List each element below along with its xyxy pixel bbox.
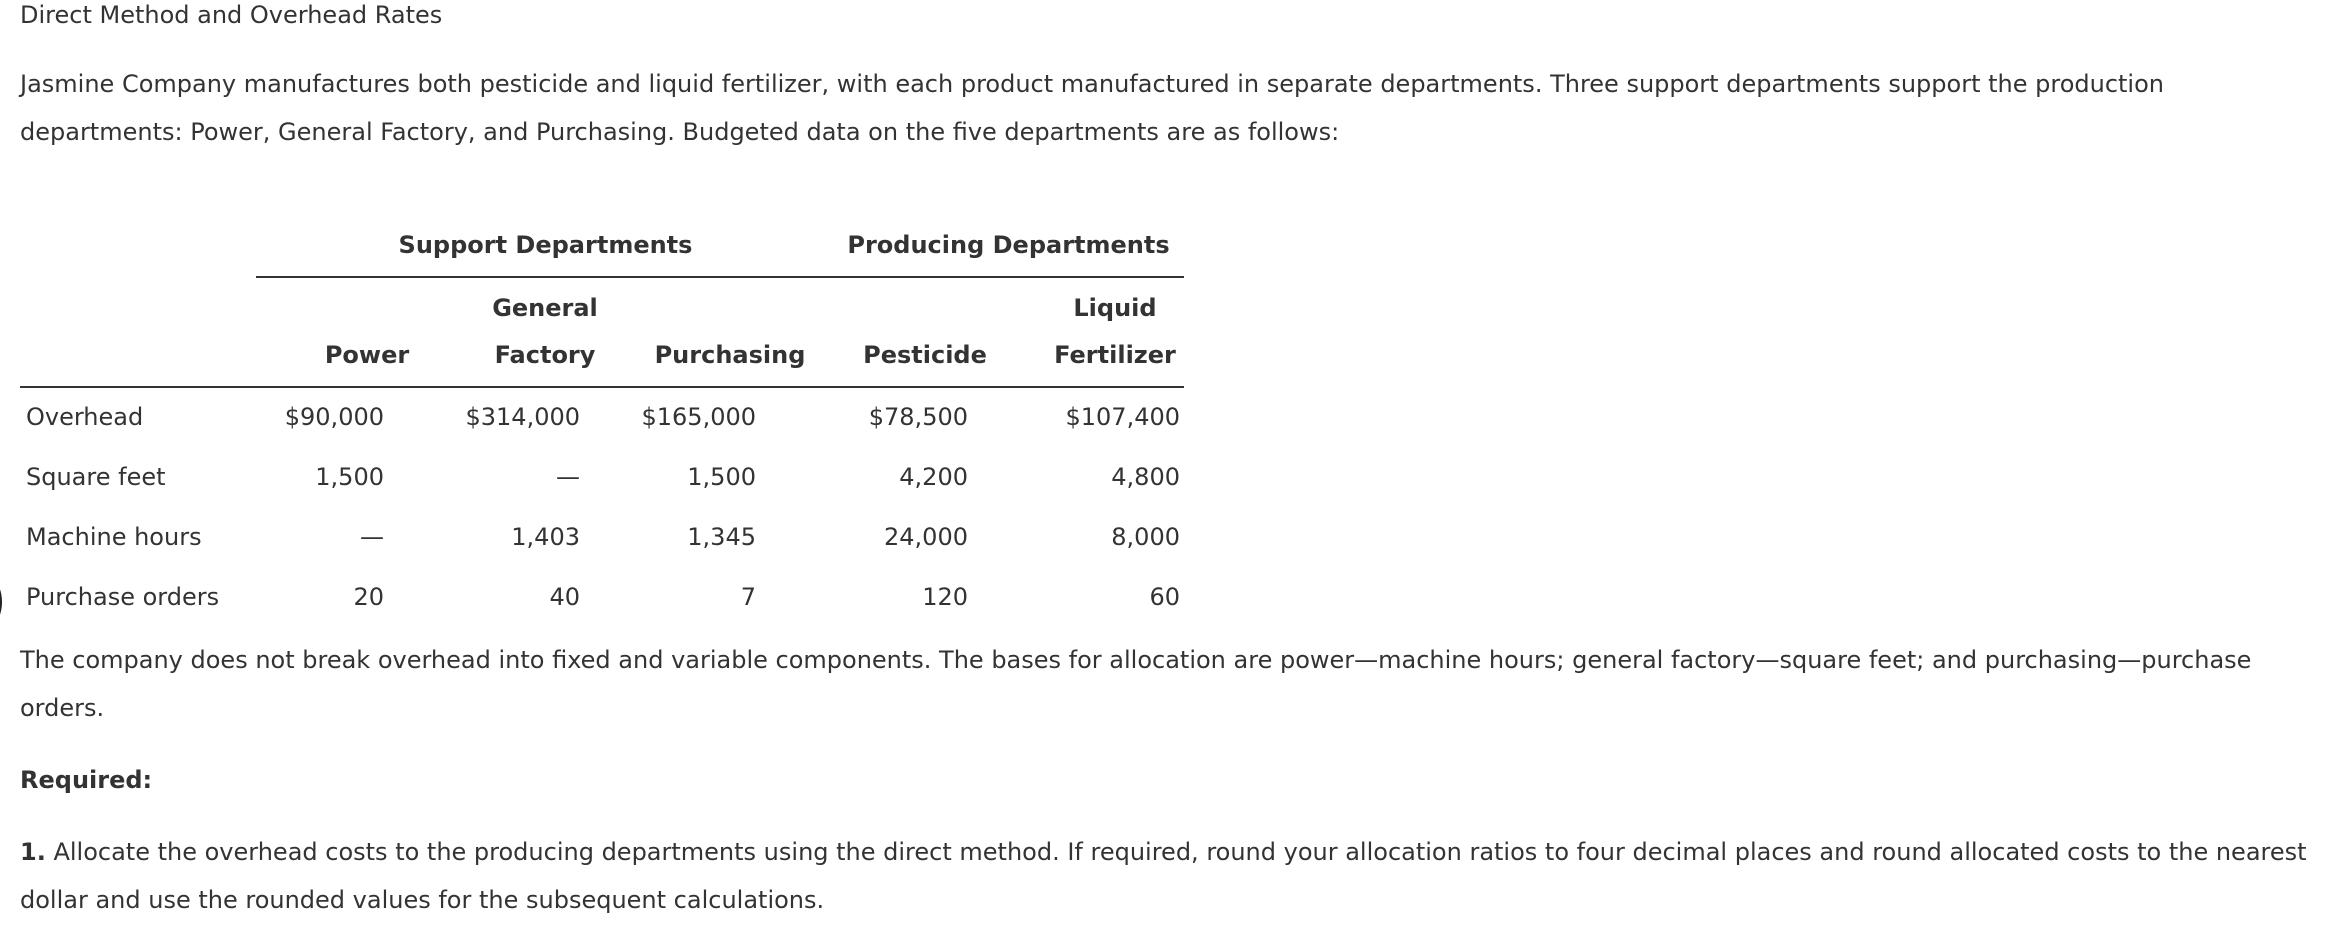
col-general-factory-line2: Factory (494, 341, 596, 369)
group-header-rule (256, 276, 1184, 278)
col-pesticide: Pesticide (863, 341, 987, 369)
cell-overhead-general-factory: $314,000 (465, 403, 580, 431)
header-producing-departments: Producing Departments (847, 231, 1170, 259)
cell-overhead-power: $90,000 (284, 403, 384, 431)
cell-square-feet-liquid-fertilizer: 4,800 (1111, 463, 1180, 491)
cell-machine-hours-power: — (360, 523, 384, 551)
requirement-1-line-2: dollar and use the rounded values for the subsequent calculations. (20, 886, 825, 914)
allocation-bases-line-1: The company does not break overhead into fixed and variable components. The bases for allocation are power—machine hours; general factory—square feet; and purchasing—purchase (20, 646, 2252, 674)
cell-square-feet-general-factory: — (556, 463, 580, 491)
col-general-factory-line1: General (492, 294, 598, 322)
requirement-1-number: 1. (20, 838, 46, 866)
page-title: Direct Method and Overhead Rates (20, 1, 443, 29)
cell-purchase-orders-pesticide: 120 (922, 583, 968, 611)
col-purchasing: Purchasing (654, 341, 806, 369)
requirement-1-line-1 (20, 828, 2307, 876)
cell-machine-hours-liquid-fertilizer: 8,000 (1111, 523, 1180, 551)
header-support-departments: Support Departments (398, 231, 693, 259)
cell-square-feet-pesticide: 4,200 (899, 463, 968, 491)
row-label-square-feet: Square feet (26, 463, 166, 491)
cell-machine-hours-pesticide: 24,000 (884, 523, 968, 551)
intro-line-2: departments: Power, General Factory, and Purchasing. Budgeted data on the five departments are as follows: (20, 118, 1340, 146)
row-label-overhead: Overhead (26, 403, 144, 431)
cell-purchase-orders-power: 20 (353, 583, 384, 611)
cell-square-feet-power: 1,500 (315, 463, 384, 491)
cell-overhead-purchasing: $165,000 (641, 403, 756, 431)
intro-line-1: Jasmine Company manufactures both pesticide and liquid fertilizer, with each product manufactured in separate departments. Three support departments support the production (20, 70, 2164, 98)
budget-table (20, 0, 1184, 640)
cell-machine-hours-general-factory: 1,403 (511, 523, 580, 551)
col-power: Power (324, 341, 410, 369)
cell-purchase-orders-general-factory: 40 (549, 583, 580, 611)
col-liquid-fertilizer-line2: Fertilizer (1054, 341, 1176, 369)
allocation-bases-paragraph (20, 636, 2251, 732)
allocation-bases-line-2: orders. (20, 694, 105, 722)
required-heading: Required: (20, 766, 153, 794)
cell-overhead-pesticide: $78,500 (868, 403, 968, 431)
cell-purchase-orders-liquid-fertilizer: 60 (1149, 583, 1180, 611)
row-label-purchase-orders: Purchase orders (26, 583, 220, 611)
cell-purchase-orders-purchasing: 7 (740, 583, 756, 611)
column-header-rule (20, 386, 1184, 388)
cell-square-feet-purchasing: 1,500 (687, 463, 756, 491)
row-label-machine-hours: Machine hours (26, 523, 202, 551)
requirement-1-text: Allocate the overhead costs to the producing departments using the direct method. If required, round your allocation ratios to four decimal places and round allocated costs to the nearest (45, 838, 2307, 866)
cell-machine-hours-purchasing: 1,345 (687, 523, 756, 551)
left-edge-marker (0, 582, 2, 622)
col-liquid-fertilizer-line1: Liquid (1073, 294, 1157, 322)
cell-overhead-liquid-fertilizer: $107,400 (1065, 403, 1180, 431)
requirement-1 (20, 828, 2307, 924)
